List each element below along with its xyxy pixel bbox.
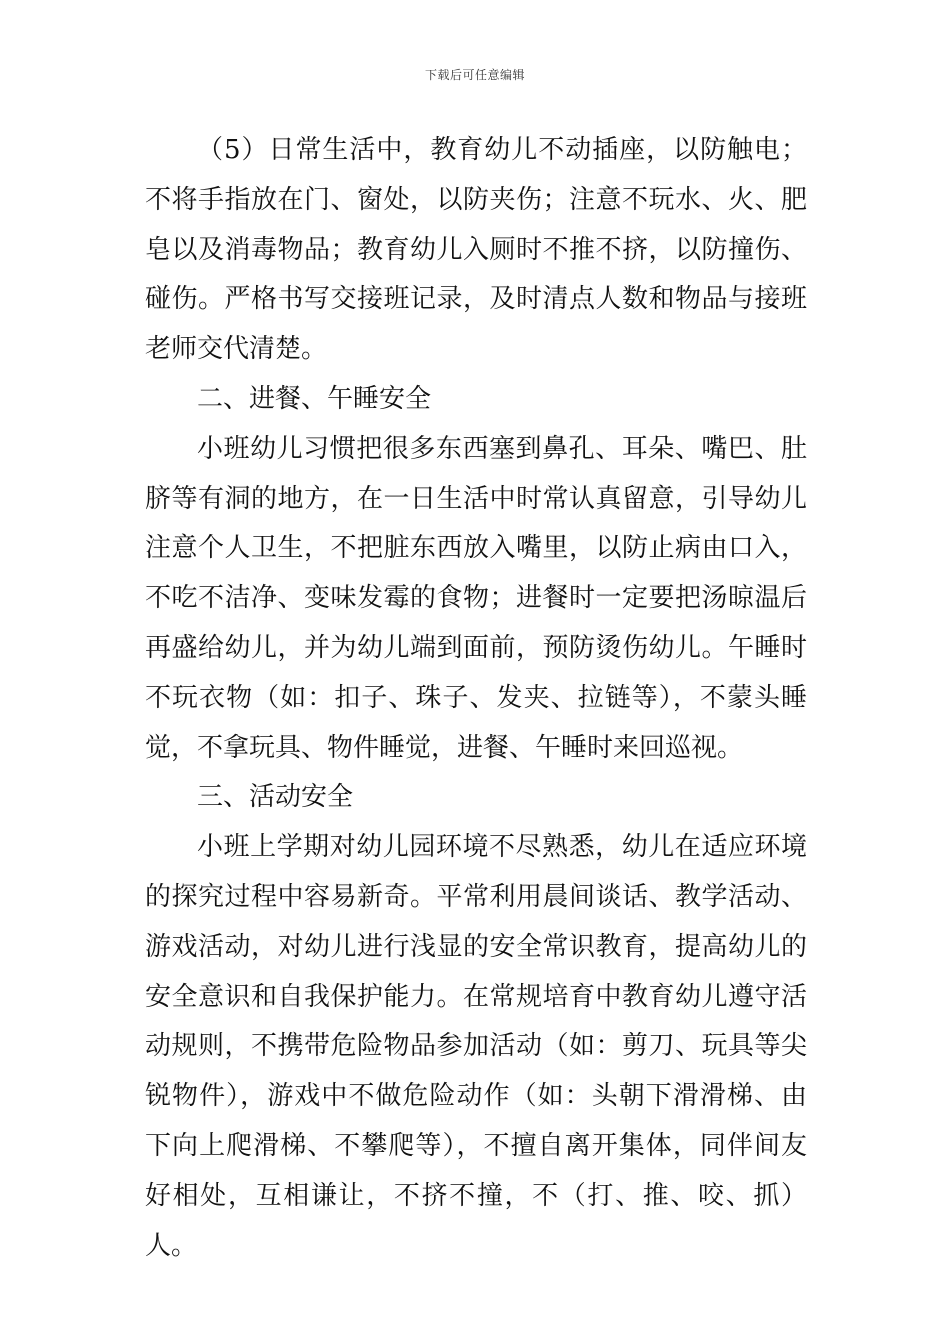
- page-header-note: 下载后可任意编辑: [424, 68, 525, 82]
- document-body: [145, 126, 807, 1271]
- paragraph-meal-nap-safety: 小班幼儿习惯把很多东西塞到鼻孔、耳朵、嘴巴、肚脐等有洞的地方，在一日生活中时常认真留意，引导幼儿注意个人卫生，不把脏东西放入嘴里，以防止病由口入，不吃不洁净、变味发霉的食物；进餐时一定要把汤晾温后再盛给幼儿，并为幼儿端到面前，预防烫伤幼儿。午睡时不玩衣物（如：扣子、珠子、发夹、拉链等），不蒙头睡觉，不拿玩具、物件睡觉，进餐、午睡时来回巡视。: [145, 433, 807, 763]
- paragraph-activity-safety: 小班上学期对幼儿园环境不尽熟悉，幼儿在适应环境的探究过程中容易新奇。平常利用晨间谈话、教学活动、游戏活动，对幼儿进行浅显的安全常识教育，提高幼儿的安全意识和自我保护能力。在常规培育中教育幼儿遵守活动规则，不携带危险物品参加活动（如：剪刀、玩具等尖锐物件），游戏中不做危险动作（如：头朝下滑滑梯、由下向上爬滑梯、不攀爬等），不擅自离开集体，同伴间友好相处，互相谦让，不挤不撞，不（打、推、咬、抓）人。: [145, 832, 807, 1261]
- section-heading-activity: 三、活动安全: [197, 782, 354, 813]
- section-heading-meal-nap: 二、进餐、午睡安全: [197, 383, 432, 414]
- paragraph-daily-life-safety: （5）日常生活中，教育幼儿不动插座，以防触电；不将手指放在门、窗处，以防夹伤；注意不玩水、火、肥皂以及消毒物品；教育幼儿入厕时不推不挤，以防撞伤、碰伤。严格书写交接班记录，及时清点人数和物品与接班老师交代清楚。: [145, 135, 807, 365]
